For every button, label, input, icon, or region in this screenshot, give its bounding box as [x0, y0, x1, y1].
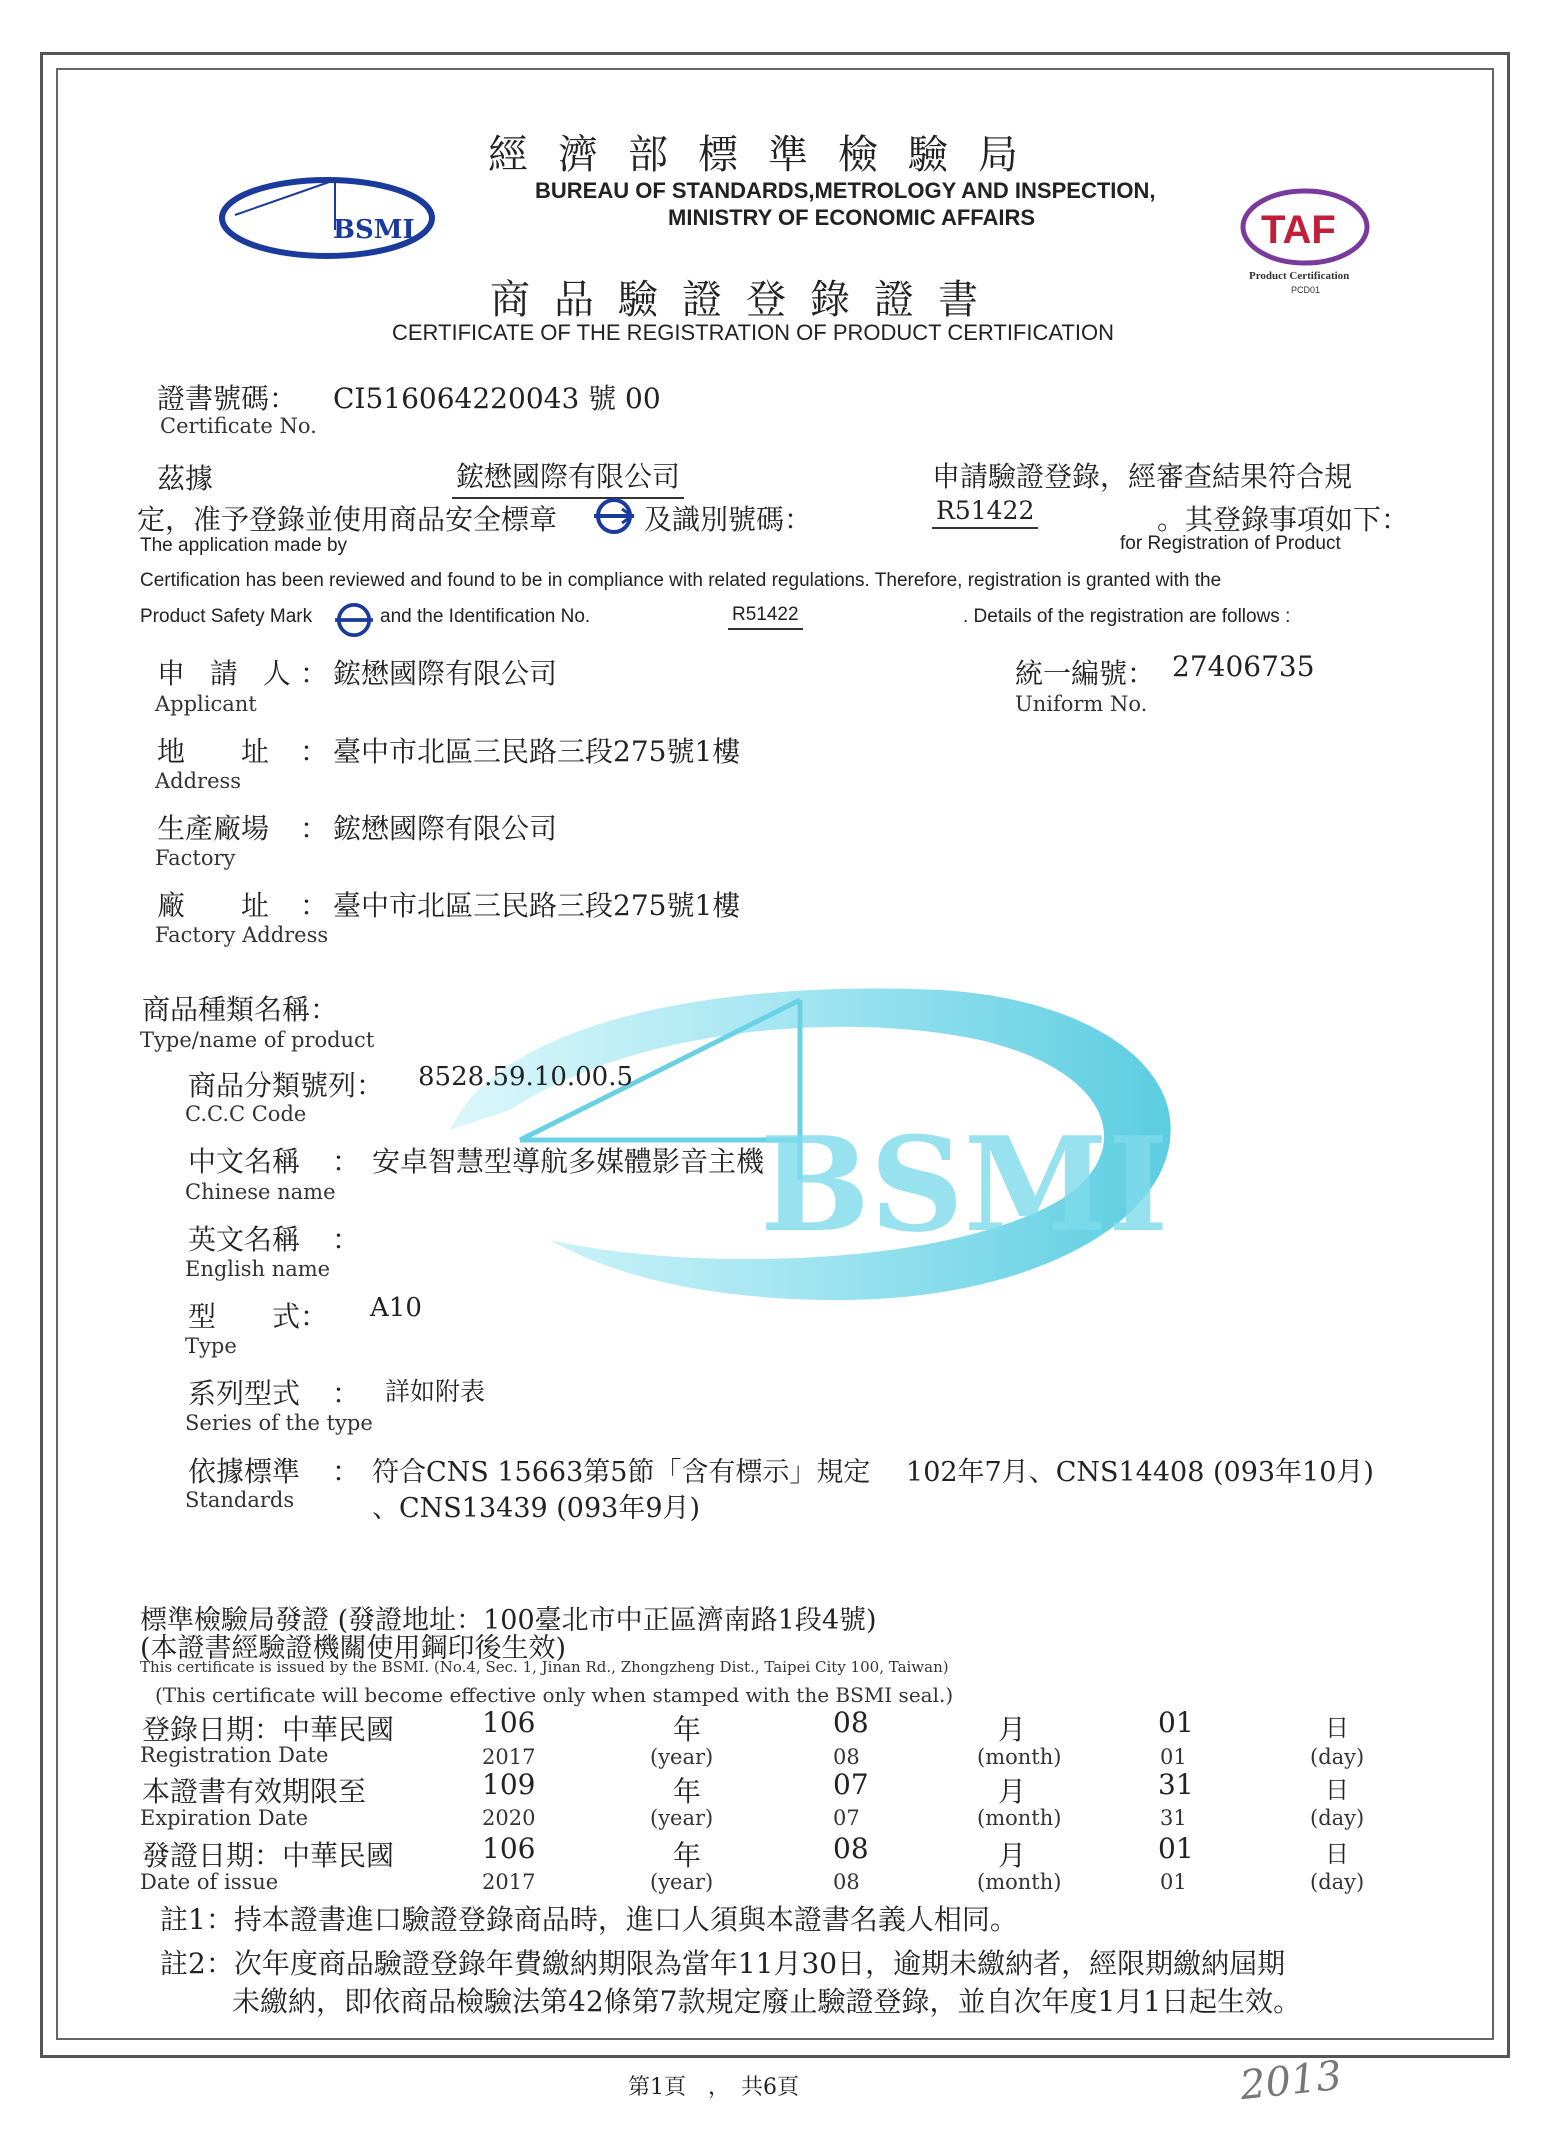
english-name-colon: ：	[332, 1223, 361, 1256]
intro-made-by-en: The application made by	[140, 535, 348, 556]
chinese-name-value: 安卓智慧型導航多媒體影音主機	[372, 1145, 765, 1178]
intro-line3-en-c: . Details of the registration are follows :	[963, 606, 1291, 627]
issue-day: 01	[1158, 1832, 1194, 1865]
page-number: 第1頁 ， 共6頁	[628, 2075, 799, 2100]
expiration-date-label-zh: 本證書有效期限至	[142, 1775, 367, 1808]
expiration-day-en: 31	[1160, 1806, 1187, 1830]
registration-month-unit-en: (month)	[977, 1745, 1062, 1769]
standards-value-2: 、CNS13439 (093年9月)	[372, 1493, 701, 1524]
applicant-label-zh: 申 請 人	[157, 657, 299, 690]
address-label-zh: 地 址	[157, 735, 270, 768]
bureau-name-en-1: BUREAU OF STANDARDS,METROLOGY AND INSPECTION,	[535, 178, 1156, 203]
factory-label-en: Factory	[155, 846, 236, 870]
intro-id-no: R51422	[932, 496, 1038, 529]
registration-date-label-en: Registration Date	[140, 1743, 329, 1767]
certificate-no-label-en: Certificate No.	[160, 414, 317, 438]
ccc-value: 8528.59.10.00.5	[418, 1062, 634, 1092]
issuer-zh-1: 標準檢驗局發證 (發證地址：100臺北市中正區濟南路1段4號)	[140, 1605, 877, 1636]
series-label-zh: 系列型式	[188, 1377, 301, 1410]
certificate-title-zh: 商品驗證登錄證書	[490, 277, 1002, 323]
product-safety-mark-small-icon	[333, 602, 375, 638]
registration-day-unit: 日	[1325, 1714, 1349, 1742]
standards-label-zh: 依據標準	[188, 1455, 301, 1488]
product-label-en: Type/name of product	[140, 1028, 375, 1052]
watermark-text: BSMI	[760, 1108, 1169, 1261]
factory-address-label-zh: 廠 址	[157, 889, 270, 922]
intro-line2-c: 。其登錄事項如下：	[1157, 503, 1410, 536]
issue-date-label-en: Date of issue	[140, 1870, 279, 1894]
type-label-zh: 型 式：	[188, 1300, 329, 1333]
registration-year-unit: 年	[673, 1713, 702, 1746]
factory-address-value: 臺中市北區三民路三段275號1樓	[333, 889, 741, 922]
registration-month: 08	[833, 1706, 869, 1739]
issue-date-label-zh: 發證日期：中華民國	[142, 1839, 395, 1872]
issuer-en-2: (This certificate will become effective only when stamped with the BSMI seal.)	[155, 1683, 954, 1707]
bureau-name-zh: 經濟部標準檢驗局	[488, 132, 1048, 178]
series-label-en: Series of the type	[185, 1411, 373, 1435]
registration-day-unit-en: (day)	[1310, 1745, 1365, 1769]
standards-label-en: Standards	[185, 1488, 295, 1512]
intro-line3-en-a: Product Safety Mark	[140, 606, 313, 627]
expiration-day-unit: 日	[1325, 1776, 1349, 1804]
factory-label-zh: 生產廠場	[157, 812, 270, 845]
expiration-year: 109	[482, 1768, 536, 1801]
bsmi-logo-text: BSMI	[333, 215, 415, 245]
expiration-day: 31	[1158, 1768, 1194, 1801]
intro-line2-a: 定，准予登錄並使用商品安全標章	[137, 503, 558, 536]
expiration-day-unit-en: (day)	[1310, 1806, 1365, 1830]
english-name-label-zh: 英文名稱	[188, 1223, 301, 1256]
note-2-line-2: 未繳納，即依商品檢驗法第42條第7款規定廢止驗證登錄，並自次年度1月1日起生效。	[232, 1985, 1302, 2018]
type-value: A10	[370, 1293, 422, 1323]
intro-line2-en: Certification has been reviewed and found to be in compliance with related regulations. Therefore, registration is granted with the	[140, 570, 1222, 591]
expiration-year-en: 2020	[482, 1806, 536, 1830]
taf-logo-text: TAF	[1261, 208, 1336, 252]
intro-prefix: 茲據	[157, 462, 214, 495]
product-label-zh: 商品種類名稱：	[142, 993, 339, 1026]
note-2-line-1: 註2：次年度商品驗證登錄年費繳納期限為當年11月30日，逾期未繳納者，經限期繳納屆期	[160, 1947, 1286, 1980]
registration-year-en: 2017	[482, 1745, 536, 1769]
bsmi-logo-icon	[215, 170, 445, 265]
issue-month: 08	[833, 1832, 869, 1865]
expiration-year-unit-en: (year)	[650, 1806, 714, 1830]
factory-colon: ：	[300, 812, 329, 845]
bureau-name-en-2: MINISTRY OF ECONOMIC AFFAIRS	[668, 205, 1036, 230]
factory-address-label-en: Factory Address	[155, 923, 329, 947]
applicant-label-en: Applicant	[155, 692, 257, 716]
registration-month-unit: 月	[998, 1713, 1027, 1746]
product-safety-mark-icon	[592, 497, 636, 535]
english-name-label-en: English name	[185, 1257, 331, 1281]
standards-value-1: 符合CNS 15663第5節「含有標示」規定 102年7月、CNS14408 (093年10月)	[372, 1457, 1374, 1488]
address-value: 臺中市北區三民路三段275號1樓	[333, 735, 741, 768]
issue-month-en: 08	[833, 1870, 860, 1894]
ccc-label-en: C.C.C Code	[185, 1102, 307, 1126]
type-label-en: Type	[185, 1334, 237, 1358]
expiration-month-unit-en: (month)	[977, 1806, 1062, 1830]
series-value: 詳如附表	[385, 1377, 486, 1406]
issue-year-unit: 年	[673, 1839, 702, 1872]
registration-month-en: 08	[833, 1745, 860, 1769]
certificate-title-en: CERTIFICATE OF THE REGISTRATION OF PRODUCT CERTIFICATION	[392, 320, 1114, 345]
chinese-name-colon: ：	[332, 1145, 361, 1178]
intro-applicant-name: 鋐懋國際有限公司	[452, 455, 684, 499]
registration-day-en: 01	[1160, 1745, 1187, 1769]
intro-line3-en-b: and the Identification No.	[380, 606, 591, 627]
applicant-colon: ：	[300, 657, 329, 690]
series-colon: ：	[332, 1377, 361, 1410]
expiration-month-en: 07	[833, 1806, 860, 1830]
intro-apply-text: 申請驗證登錄，經審查結果符合規	[932, 460, 1353, 493]
standards-colon: ：	[332, 1455, 361, 1488]
uniform-no-value: 27406735	[1172, 650, 1315, 683]
taf-code-text: PCD01	[1291, 285, 1321, 295]
address-colon: ：	[300, 735, 329, 768]
issuer-zh-2: (本證書經驗證機關使用鋼印後生效)	[140, 1633, 567, 1664]
issue-day-unit: 日	[1325, 1840, 1349, 1868]
uniform-no-label-en: Uniform No.	[1015, 692, 1148, 716]
issue-month-unit-en: (month)	[977, 1870, 1062, 1894]
issue-year: 106	[482, 1832, 536, 1865]
uniform-no-label-zh: 統一編號：	[1015, 657, 1156, 690]
address-label-en: Address	[155, 769, 242, 793]
issue-day-en: 01	[1160, 1870, 1187, 1894]
expiration-month-unit: 月	[998, 1775, 1027, 1808]
factory-value: 鋐懋國際有限公司	[333, 812, 558, 845]
factory-address-colon: ：	[300, 889, 329, 922]
certificate-no-value: CI516064220043 號 00	[333, 382, 661, 415]
expiration-month: 07	[833, 1768, 869, 1801]
expiration-date-label-en: Expiration Date	[140, 1806, 309, 1830]
registration-day: 01	[1158, 1706, 1194, 1739]
expiration-year-unit: 年	[673, 1775, 702, 1808]
certificate-no-label-zh: 證書號碼：	[157, 382, 298, 415]
note-1: 註1：持本證書進口驗證登錄商品時，進口人須與本證書名義人相同。	[160, 1903, 1018, 1936]
taf-sub-text: Product Certification	[1249, 270, 1350, 282]
issue-year-unit-en: (year)	[650, 1870, 714, 1894]
intro-for-registration-en: for Registration of Product	[1120, 533, 1341, 554]
issuer-en-1: This certificate is issued by the BSMI. (No.4, Sec. 1, Jinan Rd., Zhongzheng Dist., Taipei City 100, Taiwan)	[140, 1658, 949, 1676]
handwritten-note: 2013	[1237, 2052, 1344, 2110]
chinese-name-label-zh: 中文名稱	[188, 1145, 301, 1178]
issue-day-unit-en: (day)	[1310, 1870, 1365, 1894]
chinese-name-label-en: Chinese name	[185, 1180, 336, 1204]
registration-date-label-zh: 登錄日期：中華民國	[142, 1713, 395, 1746]
issue-month-unit: 月	[998, 1839, 1027, 1872]
taf-logo-icon	[1235, 185, 1375, 300]
issue-year-en: 2017	[482, 1870, 536, 1894]
registration-year: 106	[482, 1706, 536, 1739]
intro-line2-b: 及識別號碼：	[644, 503, 813, 536]
registration-year-unit-en: (year)	[650, 1745, 714, 1769]
ccc-label-zh: 商品分類號列：	[188, 1069, 385, 1102]
intro-en-id-no: R51422	[728, 604, 803, 630]
applicant-value: 鋐懋國際有限公司	[333, 657, 558, 690]
